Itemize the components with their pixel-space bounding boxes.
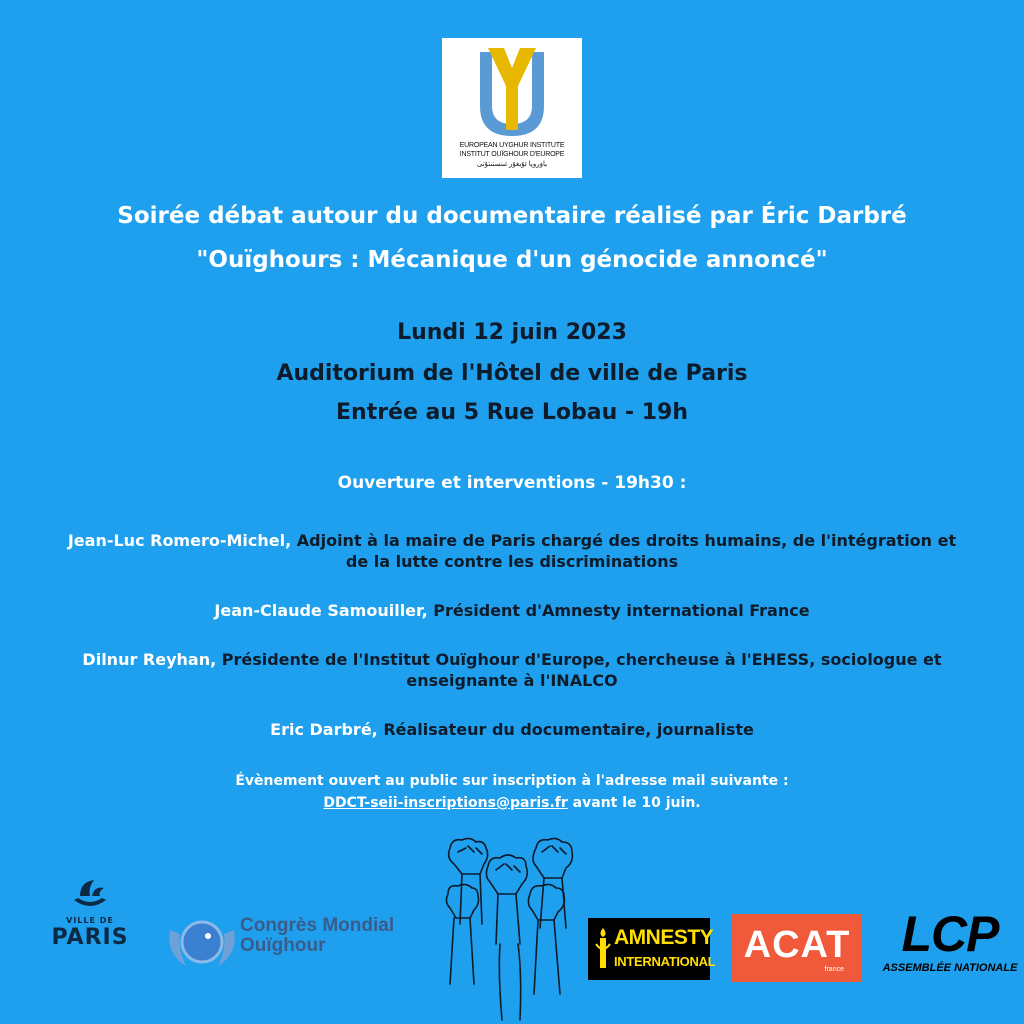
acat-text: ACAT xyxy=(743,924,851,966)
speaker-role: Président d'Amnesty international France xyxy=(433,601,810,620)
acat-small-text: france xyxy=(824,966,844,973)
event-venue: Auditorium de l'Hôtel de ville de Paris xyxy=(276,361,748,386)
paris-logo-text: PARIS xyxy=(51,925,129,950)
uyghur-institute-emblem-icon xyxy=(472,44,552,144)
title-line-1: Soirée débat autour du documentaire réalisé par Éric Darbré xyxy=(117,203,907,229)
logo-text-fr: INSTITUT OUÏGHOUR D'EUROPE xyxy=(459,151,565,158)
registration-text: Évènement ouvert au public sur inscription à l'adresse mail suivante : xyxy=(235,773,789,789)
amnesty-text-line1: AMNESTY xyxy=(614,926,714,949)
registration-deadline: avant le 10 juin. xyxy=(567,795,701,811)
logo-text-en: EUROPEAN UYGHUR INSTITUTE xyxy=(459,142,565,149)
paris-ship-icon xyxy=(70,878,110,912)
speaker-4 xyxy=(0,719,1024,740)
amnesty-candle-icon xyxy=(594,926,612,972)
event-entry: Entrée au 5 Rue Lobau - 19h xyxy=(336,400,688,425)
registration-email-link[interactable]: DDCT-seii-inscriptions@paris.fr xyxy=(323,795,568,811)
amnesty-text-line2: INTERNATIONAL xyxy=(614,954,716,969)
lcp-small-text: ASSEMBLÉE NATIONALE xyxy=(882,962,1018,974)
speaker-name: Dilnur Reyhan, xyxy=(82,650,217,669)
ville-de-paris-logo xyxy=(40,878,140,968)
speaker-role: Adjoint à la maire de Paris chargé des droits humains, de l'intégration et xyxy=(296,531,957,550)
acat-logo xyxy=(732,914,862,982)
congres-mondial-ouighour-logo xyxy=(166,910,416,980)
speaker-name: Jean-Claude Samouiller, xyxy=(214,601,428,620)
speaker-3 xyxy=(0,649,1024,691)
paris-logo-small-text: VILLE DE xyxy=(66,916,114,925)
title-line-2: "Ouïghours : Mécanique d'un génocide annoncé" xyxy=(196,247,828,273)
event-date: Lundi 12 juin 2023 xyxy=(397,320,627,345)
congres-text-line2: Ouïghour xyxy=(240,935,326,956)
speaker-role: Présidente de l'Institut Ouïghour d'Europe, chercheuse à l'EHESS, sociologue et xyxy=(221,650,942,669)
raised-fists-icon xyxy=(440,834,580,1024)
congres-text-line1: Congrès Mondial xyxy=(240,915,395,936)
amnesty-international-logo xyxy=(588,918,716,980)
world-uyghur-congress-emblem-icon xyxy=(166,910,238,974)
program-heading: Ouverture et interventions - 19h30 : xyxy=(337,473,687,493)
registration-notice xyxy=(0,770,1024,814)
speaker-name: Jean-Luc Romero-Michel, xyxy=(67,531,292,550)
speaker-role-cont: enseignante à l'INALCO xyxy=(406,671,618,690)
lcp-text: LCP xyxy=(901,906,999,962)
lcp-logo xyxy=(880,906,1020,986)
speaker-2 xyxy=(0,600,1024,621)
speaker-role: Réalisateur du documentaire, journaliste xyxy=(383,720,754,739)
speaker-name: Eric Darbré, xyxy=(270,720,378,739)
speaker-1 xyxy=(0,530,1024,572)
european-uyghur-institute-logo xyxy=(442,38,582,178)
logo-text-ug: ياۋروپا ئۇيغۇر ئىنستىتۇتى xyxy=(476,161,548,168)
speaker-role-cont: de la lutte contre les discriminations xyxy=(345,552,679,571)
